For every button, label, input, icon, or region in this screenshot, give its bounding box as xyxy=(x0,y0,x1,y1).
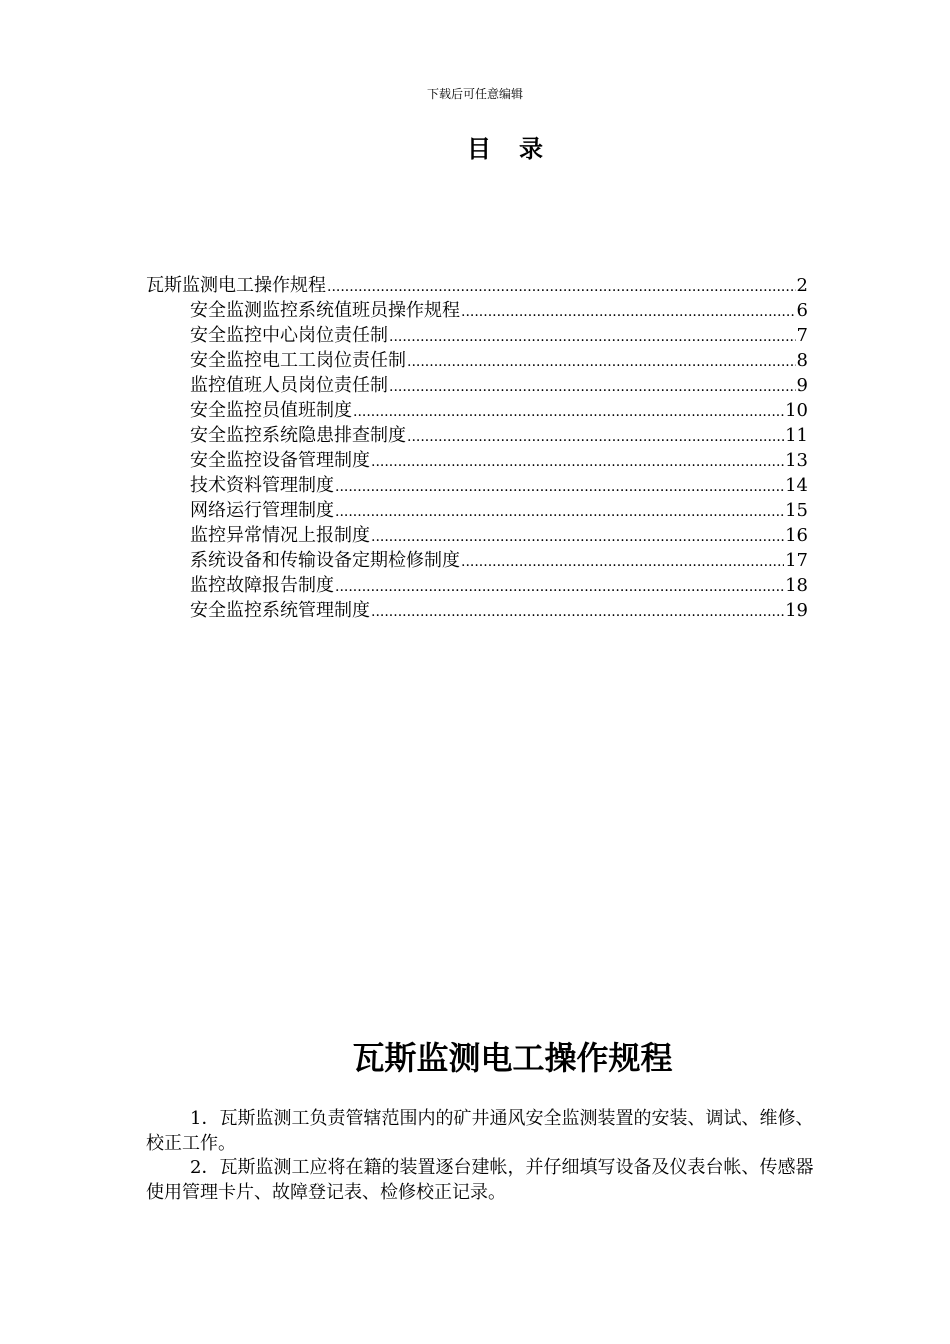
toc-entry-page: 14 xyxy=(785,475,808,496)
toc-entry-page: 9 xyxy=(796,375,808,396)
toc-entry-page: 13 xyxy=(785,450,808,471)
toc-entry-page: 8 xyxy=(796,350,808,371)
toc-leader-dots xyxy=(353,400,784,423)
toc-title-char-1: 目 xyxy=(467,134,491,163)
toc-entry[interactable] xyxy=(146,298,808,323)
toc-entry-label: 安全监控系统管理制度 xyxy=(190,600,370,621)
toc-entry-page: 2 xyxy=(796,275,808,296)
toc-entry[interactable] xyxy=(146,473,808,498)
toc-entry-page: 16 xyxy=(785,525,808,546)
toc-entry[interactable] xyxy=(146,323,808,348)
toc-entry-label: 系统设备和传输设备定期检修制度 xyxy=(190,550,460,571)
toc-entry[interactable] xyxy=(146,548,808,573)
toc-entry-label: 安全监测监控系统值班员操作规程 xyxy=(190,300,460,321)
toc-entry-label: 安全监控电工工岗位责任制 xyxy=(190,350,406,371)
toc-leader-dots xyxy=(407,425,784,448)
toc-entry-page: 17 xyxy=(785,550,808,571)
toc-title-char-2: 录 xyxy=(519,134,543,163)
toc-title xyxy=(0,134,950,164)
header-note: 下载后可任意编辑 xyxy=(426,87,523,101)
toc-leader-dots xyxy=(335,575,784,598)
toc-leader-dots xyxy=(371,600,784,623)
toc-entry-label: 监控异常情况上报制度 xyxy=(190,525,370,546)
toc-entry-page: 18 xyxy=(785,575,808,596)
toc-entry[interactable] xyxy=(146,448,808,473)
toc-leader-dots xyxy=(327,275,796,298)
toc-entry-label: 监控值班人员岗位责任制 xyxy=(190,375,388,396)
toc-entry-label: 安全监控中心岗位责任制 xyxy=(190,325,388,346)
toc-entry[interactable] xyxy=(146,573,808,598)
toc-entry-label: 技术资料管理制度 xyxy=(190,475,334,496)
toc-entry[interactable] xyxy=(146,373,808,398)
toc-leader-dots xyxy=(407,350,796,373)
toc-entry-label: 瓦斯监测电工操作规程 xyxy=(146,275,326,296)
toc-entry[interactable] xyxy=(146,273,808,298)
toc-entry-label: 网络运行管理制度 xyxy=(190,500,334,521)
paragraph: 2．瓦斯监测工应将在籍的装置逐台建帐，并仔细填写设备及仪表台帐、传感器使用管理卡片、故障登记表、检修校正记录。 xyxy=(146,1157,814,1203)
toc-leader-dots xyxy=(335,500,784,523)
paragraph: 1．瓦斯监测工负责管辖范围内的矿井通风安全监测装置的安装、调试、维修、校正工作。 xyxy=(146,1108,814,1154)
toc-leader-dots xyxy=(389,325,796,348)
toc-entry[interactable] xyxy=(146,598,808,623)
toc-entry-page: 7 xyxy=(796,325,808,346)
table-of-contents xyxy=(146,273,808,623)
toc-entry[interactable] xyxy=(146,523,808,548)
toc-leader-dots xyxy=(389,375,796,398)
toc-entry-label: 安全监控系统隐患排查制度 xyxy=(190,425,406,446)
toc-entry[interactable] xyxy=(146,498,808,523)
toc-entry-page: 19 xyxy=(785,600,808,621)
toc-entry[interactable] xyxy=(146,348,808,373)
toc-entry-label: 监控故障报告制度 xyxy=(190,575,334,596)
toc-entry-page: 6 xyxy=(796,300,808,321)
section-title: 瓦斯监测电工操作规程 xyxy=(352,1039,673,1077)
section-body xyxy=(146,1107,816,1205)
toc-leader-dots xyxy=(335,475,784,498)
toc-leader-dots xyxy=(371,525,784,548)
toc-leader-dots xyxy=(371,450,784,473)
toc-entry[interactable] xyxy=(146,398,808,423)
toc-entry-page: 11 xyxy=(785,425,808,446)
toc-entry-label: 安全监控员值班制度 xyxy=(190,400,352,421)
toc-leader-dots xyxy=(461,300,796,323)
toc-entry-page: 15 xyxy=(785,500,808,521)
toc-entry[interactable] xyxy=(146,423,808,448)
toc-entry-page: 10 xyxy=(785,400,808,421)
toc-leader-dots xyxy=(461,550,784,573)
toc-entry-label: 安全监控设备管理制度 xyxy=(190,450,370,471)
